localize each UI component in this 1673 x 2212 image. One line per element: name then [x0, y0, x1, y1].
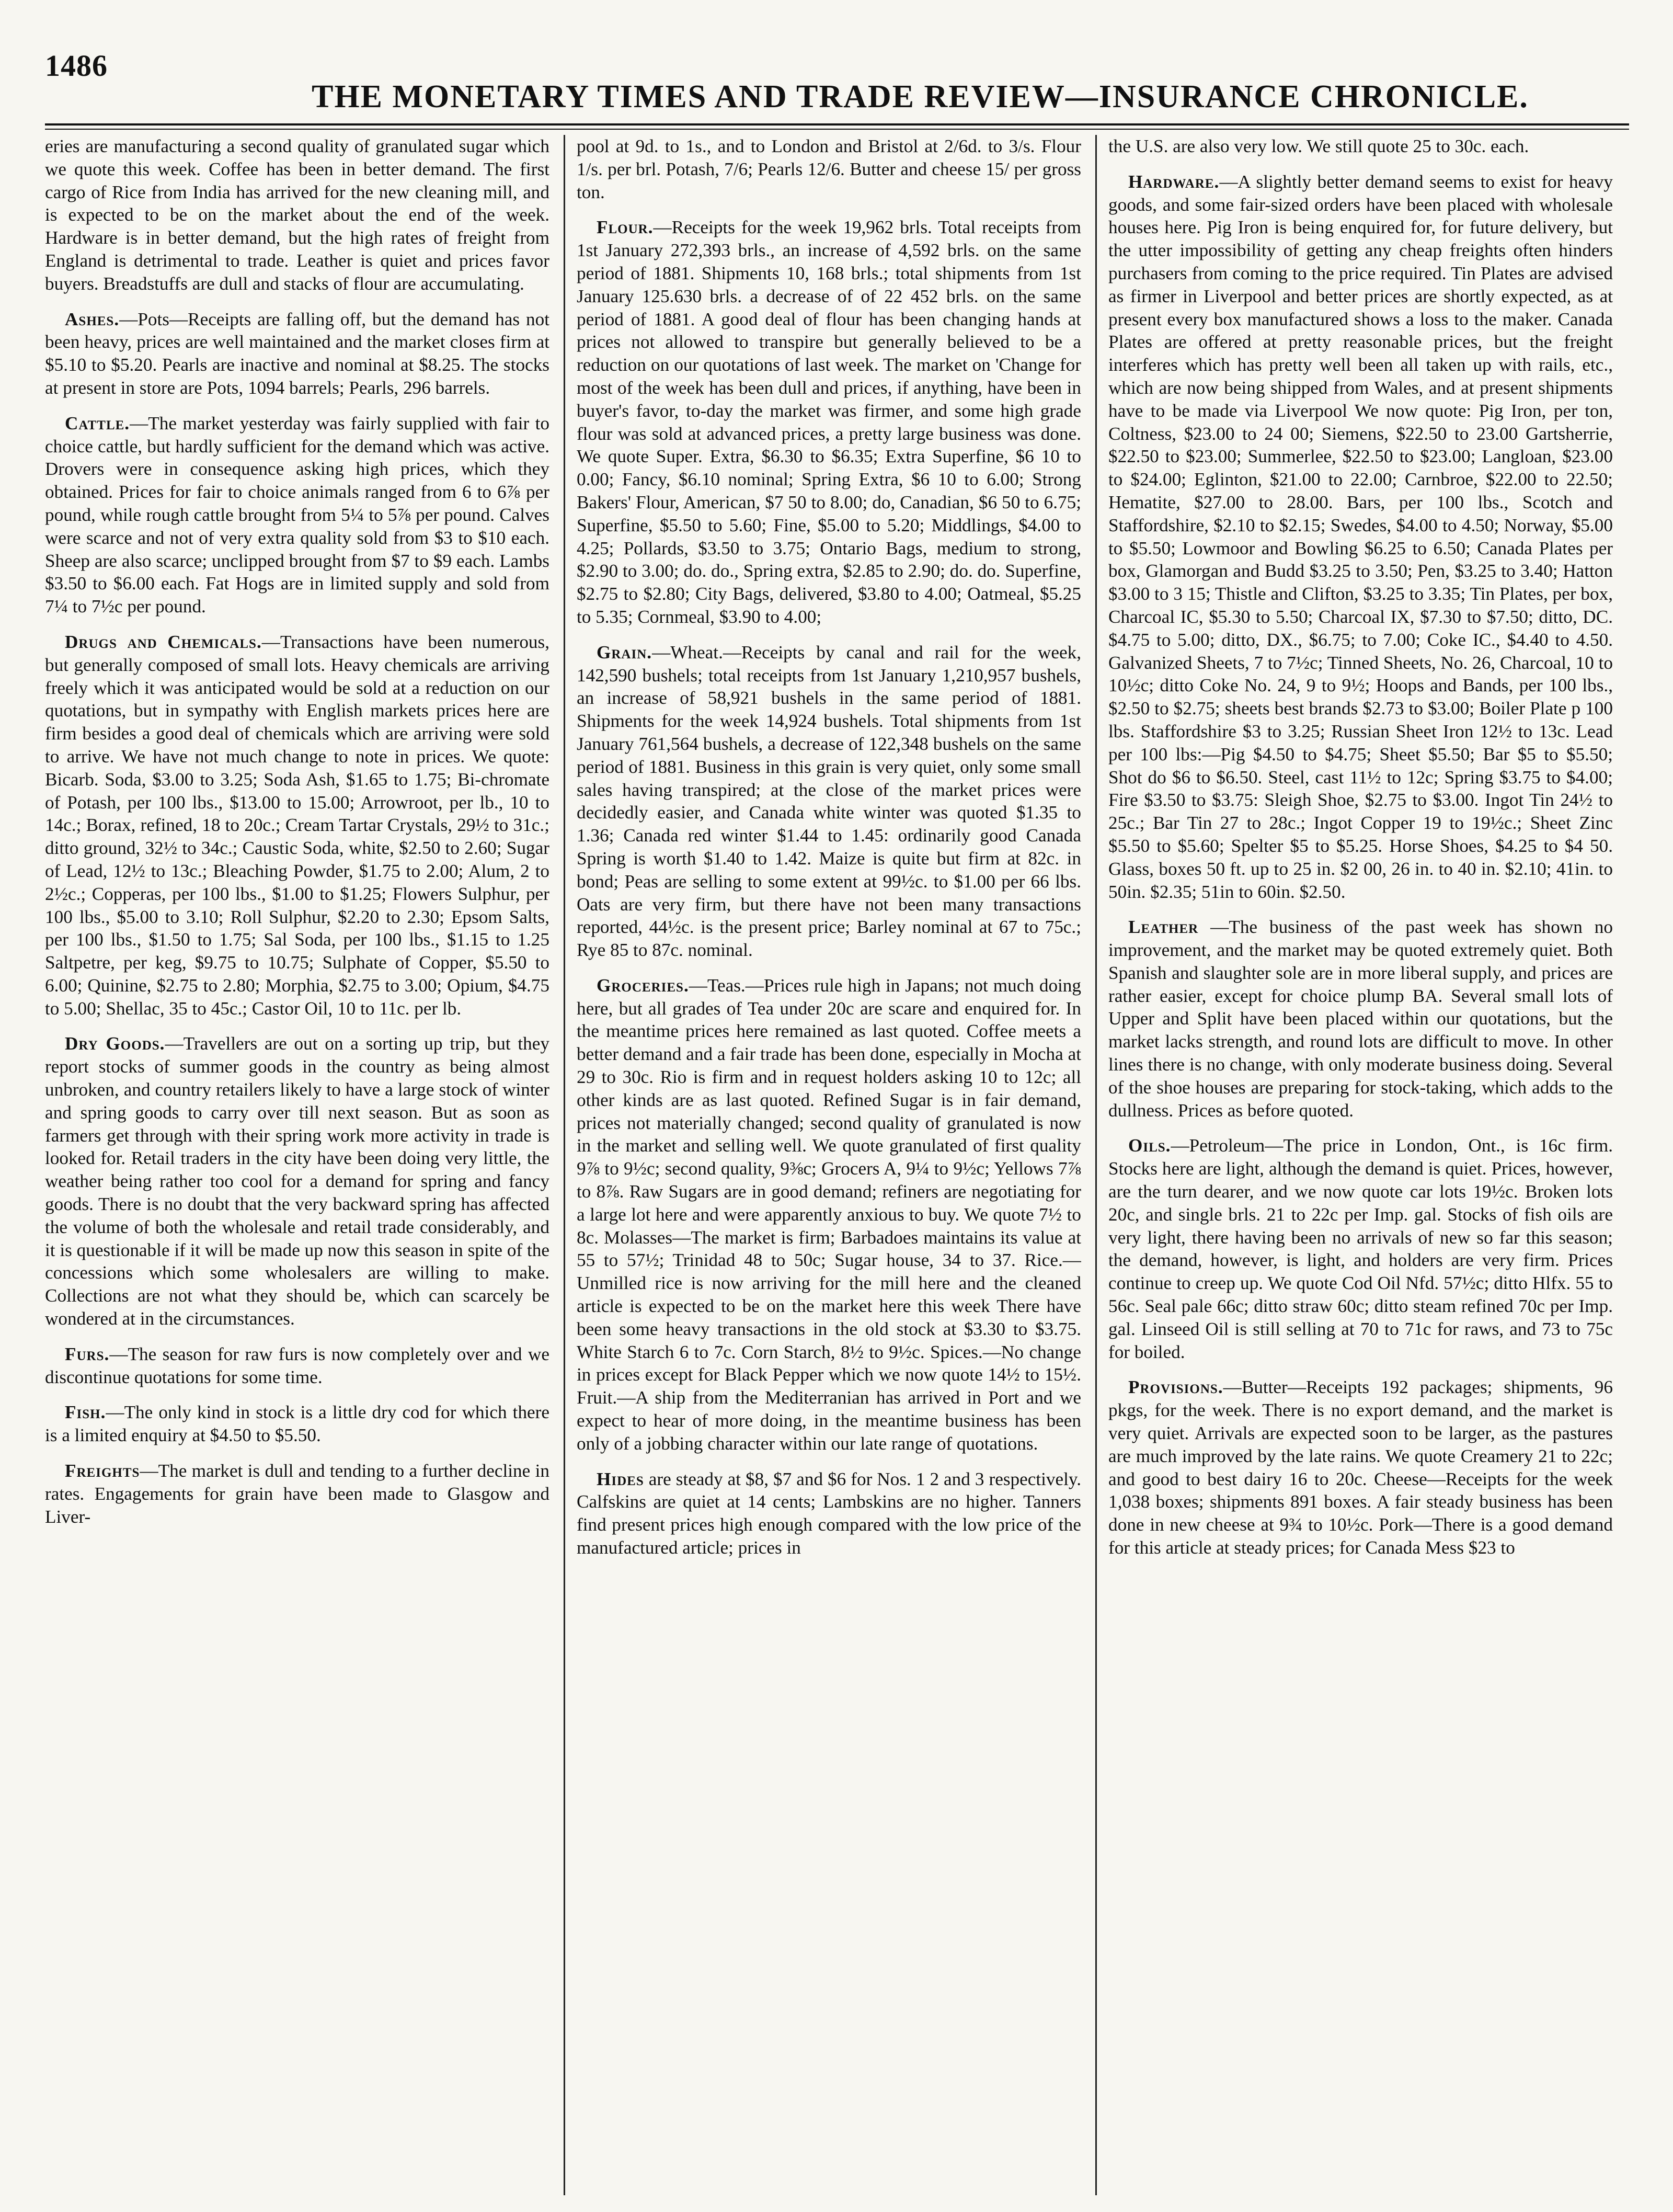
section-heading: Leather	[1128, 917, 1199, 938]
article-paragraph	[1108, 1376, 1613, 1559]
paragraph-text: —The market is dull and tending to a further decline in rates. Engagements for grain have been made to Glasgow and Liver-	[45, 1461, 549, 1527]
paragraph-text: —Transactions have been numerous, but generally composed of small lots. Heavy chemicals are arriving freely which it was anticipated would be sold at a reduction on our quotations, but in sympathy with English markets prices here are firm besides a good deal of chemicals which are arriving were sold to arrive. We have not much change to note in prices. We quote: Bicarb. Soda, $3.00 to 3.25; Soda Ash, $1.65 to 1.75; Bi-chromate of Potash, per 100 lbs., $13.00 to 15.00; Arrowroot, per lb., 10 to 14c.; Borax, refined, 18 to 20c.; Cream Tartar Crystals, 29½ to 31c.; ditto ground, 32½ to 34c.; Caustic Soda, white, $2.50 to 2.60; Sugar of Lead, 12½ to 13c.; Bleaching Powder, $1.75 to 2.00; Alum, 2 to 2½c.; Copperas, per 100 lbs., $1.00 to $1.25; Flowers Sulphur, per 100 lbs., $5.00 to 3.10; Roll Sulphur, $2.20 to 2.30; Epsom Salts, per 100 lbs., $1.50 to 1.75; Sal Soda, per 100 lbs., $1.15 to 1.25 Saltpetre, per keg, $9.75 to 10.75; Sulphate of Copper, $5.50 to 6.00; Quinine, $2.75 to 2.80; Morphia, $2.75 to 3.00; Opium, $4.75 to 5.00; Shellac, 35 to 45c.; Castor Oil, 10 to 11c. per lb.	[45, 631, 549, 1019]
section-heading: Flour.	[597, 217, 654, 238]
section-heading: Oils.	[1128, 1135, 1171, 1156]
column-1	[45, 135, 549, 2195]
article-paragraph	[1108, 1134, 1613, 1363]
section-heading: Groceries.	[597, 975, 689, 996]
paragraph-text: —The market yesterday was fairly supplied with fair to choice cattle, but hardly sufficient for the demand which was active. Drovers were in consequence asking high prices, which they obtained. Prices for fair to choice animals ranged from 6 to 6⅞ per pound, while rough cattle brought from 5¼ to 5⅞ per pound. Calves were scarce and not of very extra quality sold from $3 to $10 each. Sheep are also scarce; unclipped brought from $7 to $9 each. Lambs $3.50 to $6.00 each. Fat Hogs are in limited supply and sold from 7¼ to 7½c per pound.	[45, 413, 549, 617]
section-heading: Freights	[65, 1461, 140, 1481]
column-divider	[1095, 135, 1097, 2195]
article-paragraph	[45, 1343, 549, 1389]
paragraph-text: —Teas.—Prices rule high in Japans; not much doing here, but all grades of Tea under 20c are scare and enquired for. In the meantime prices here remained as last quoted. Coffee meets a better demand and a fair trade has been done, especially in Mocha at 29 to 30c. Rio is firm and in request holders asking 10 to 12c; all other kinds are as last quoted. Refined Sugar is in fair demand, prices not materially changed; second quality of granulated is now in the market and selling well. We quote granulated of first quality 9⅞ to 9½c; second quality, 9⅜c; Grocers A, 9¼ to 9½c; Yellows 7⅞ to 8⅞. Raw Sugars are in good demand; refiners are negotiating for a large lot here and were apparently anxious to buy. We quote 7½ to 8c. Molasses—The market is firm; Barbadoes maintains its value at 55 to 57½; Trinidad 48 to 50c; Sugar house, 34 to 37. Rice.—Unmilled rice is now arriving for the mill here and the cleaned article is expected to be on the market here this week There have been some heavy transactions in the old stock at $3.30 to $3.75. White Starch 6 to 7c. Corn Starch, 8½ to 9½c. Spices.—No change in prices except for Black Pepper which we now quote 14½ to 15½. Fruit.—A ship from the Mediterranian has arrived in Port and we expect to hear of more doing, in the meantime business has been only of a jobbing character within our late range of quotations.	[577, 975, 1081, 1454]
paragraph-text: —The season for raw furs is now completely over and we discontinue quotations for some time.	[45, 1343, 549, 1387]
paragraph-text: —Petroleum—The price in London, Ont., is 16c firm. Stocks here are light, although the demand is quiet. Prices, however, are the turn dearer, and we now quote car lots 19½c. Broken lots 20c, and single brls. 21 to 22c per Imp. gal. Stocks of fish oils are very light, there having been no arrivals of new so far this season; the demand, however, is light, and holders are very firm. Prices continue to creep up. We quote Cod Oil Nfd. 57½c; ditto Hlfx. 55 to 56c. Seal pale 66c; ditto straw 60c; ditto steam refined 70c per Imp. gal. Linseed Oil is still selling at 70 to 71c for raws, and 73 to 75c for boiled.	[1108, 1135, 1613, 1362]
article-paragraph	[45, 135, 549, 295]
paragraph-text: —The only kind in stock is a little dry cod for which there is a limited enquiry at $4.50 to $5.50.	[45, 1402, 549, 1446]
article-paragraph	[45, 1460, 549, 1528]
page-number: 1486	[45, 49, 108, 83]
article-paragraph	[1108, 170, 1613, 904]
paragraph-text: —Wheat.—Receipts by canal and rail for the week, 142,590 bushels; total receipts from 1st January 1,210,957 bushels, an increase of 58,921 bushels in the same period of 1881. Shipments for the week 14,924 bushels. Total shipments from 1st January 761,564 bushels, a decrease of 122,348 bushels on the same period of 1881. Business in this grain is very quiet, only some small sales having transpired; at the close of the market prices were decidedly easier, and Canada white winter was quoted $1.35 to 1.36; Canada red winter $1.44 to 1.45: ordinarily good Canada Spring is worth $1.40 to 1.42. Maize is quite but firm at 82c. in bond; Peas are selling to some extent at 99½c. to $1.00 per 66 lbs. Oats are very firm, but there have not been many transactions reported, 44½c. is the present price; Barley nominal at 67 to 75c.; Rye 85 to 87c. nominal.	[577, 642, 1081, 961]
section-heading: Dry Goods.	[65, 1033, 165, 1054]
section-heading: Furs.	[65, 1343, 110, 1364]
header-rule	[45, 123, 1629, 126]
section-heading: Drugs and Chemicals.	[65, 631, 262, 652]
article-paragraph	[45, 412, 549, 618]
column-divider	[564, 135, 565, 2195]
article-paragraph	[1108, 135, 1613, 158]
article-paragraph	[577, 135, 1081, 203]
article-paragraph	[1108, 916, 1613, 1122]
section-heading: Cattle.	[65, 413, 130, 434]
section-heading: Fish.	[65, 1402, 106, 1423]
section-heading: Hides	[597, 1468, 644, 1489]
article-paragraph	[577, 216, 1081, 628]
article-paragraph	[577, 974, 1081, 1455]
article-paragraph	[45, 1032, 549, 1330]
paragraph-text: —Pots—Receipts are falling off, but the demand has not been heavy, prices are well maintained and the market closes firm at $5.10 to $5.20. Pearls are inactive and nominal at $8.25. The stocks at present in store are Pots, 1094 barrels; Pearls, 296 barrels.	[45, 309, 549, 398]
paragraph-text: —Receipts for the week 19,962 brls. Total receipts from 1st January 272,393 brls., an increase of 4,592 brls. on the same period of 1881. Shipments 10, 168 brls.; total shipments from 1st January 125.630 brls. a decrease of of 22 452 brls. on the same period of 1881. A good deal of flour has been changing hands at prices not allowed to transpire but generally believed to be a reduction on our quotations of last week. The market on 'Change for most of the week has been dull and prices, if anything, have been in buyer's favor, to-day the market was firmer, and some high grade flour was sold at advanced prices, a pretty large business was done. We quote Super. Extra, $6.30 to $6.35; Extra Superfine, $6 10 to 0.00; Fancy, $6.10 nominal; Spring Extra, $6 10 to 6.00; Strong Bakers' Flour, American, $7 50 to 8.00; do, Canadian, $6 50 to 6.75; Superfine, $5.50 to 5.60; Fine, $5.00 to 5.20; Middlings, $4.00 to 4.25; Pollards, $3.50 to 3.75; Ontario Bags, medium to strong, $2.90 to 3.00; do. do., Spring extra, $2.85 to 2.90; do. do. Superfine, $2.75 to $2.80; City Bags, delivered, $3.80 to 4.00; Oatmeal, $5.25 to 5.35; Cornmeal, $3.90 to 4.00;	[577, 217, 1081, 627]
article-paragraph	[45, 308, 549, 400]
article-paragraph	[45, 1401, 549, 1447]
paragraph-text: pool at 9d. to 1s., and to London and Bristol at 2/6d. to 3/s. Flour 1/s. per brl. Potash, 7/6; Pearls 12/6. Butter and cheese 15/ per gross ton.	[577, 136, 1081, 202]
section-heading: Ashes.	[65, 309, 120, 329]
article-paragraph	[45, 631, 549, 1020]
section-heading: Provisions.	[1128, 1377, 1223, 1398]
paragraph-text: eries are manufacturing a second quality of granulated sugar which we quote this week. Coffee has been in better demand. The first cargo of Rice from India has arrived for the new cleaning mill, and is expected to be on the market about the end of the week. Hardware is in better demand, but the high rates of freight from England is detrimental to trade. Leather is quiet and prices favor buyers. Breadstuffs are dull and stacks of flour are accumulating.	[45, 136, 549, 294]
column-2	[577, 135, 1081, 2195]
article-paragraph	[577, 641, 1081, 962]
paragraph-text: the U.S. are also very low. We still quote 25 to 30c. each.	[1108, 136, 1529, 156]
paragraph-text: —The business of the past week has shown no improvement, and the market may be quoted extremely quiet. Both Spanish and slaughter sole are in more liberal supply, and prices are rather easier, except for choice plump BA. Several small lots of Upper and Split have been placed within our quotations, but the market lacks strength, and round lots are difficult to move. In other lines there is no change, with only moderate business doing. Several of the shoe houses are preparing for stock-taking, which adds to the dullness. Prices as before quoted.	[1108, 917, 1613, 1121]
paragraph-text: —Butter—Receipts 192 packages; shipments, 96 pkgs, for the week. There is no export demand, and the market is very quiet. Arrivals are expected soon to be larger, as the pastures are much improved by the late rains. We quote Creamery 21 to 22c; and good to best dairy 16 to 20c. Cheese—Receipts for the week 1,038 boxes; shipments 891 boxes. A fair steady business has been done in new cheese at 9¾ to 10½c. Pork—There is a good demand for this article at steady prices; for Canada Mess $23 to	[1108, 1377, 1613, 1558]
article-paragraph	[577, 1468, 1081, 1559]
section-heading: Hardware.	[1128, 171, 1220, 192]
masthead-title: THE MONETARY TIMES AND TRADE REVIEW—INSURANCE CHRONICLE.	[312, 79, 1529, 115]
paragraph-text: are steady at $8, $7 and $6 for Nos. 1 2 and 3 respectively. Calfskins are quiet at 14 cents; Lambskins are no higher. Tanners find present prices high enough compared with the low price of the manufactured article; prices in	[577, 1468, 1081, 1558]
header-rule-thin	[45, 129, 1629, 130]
paragraph-text: —A slightly better demand seems to exist for heavy goods, and some fair-sized orders have been placed with wholesale houses here. Pig Iron is being enquired for, for future delivery, but the utter impossibility of getting any cheap freights often hinders purchasers from coming to the price required. Tin Plates are advised as firmer in Liverpool and better prices are shortly expected, as at present every box manufactured shows a loss to the maker. Canada Plates are offered at pretty reasonable prices, but the freight interferes which has pretty well been all taken up with rails, etc., which are now being shipped from Wales, and at present shipments have to be made via Liverpool We now quote: Pig Iron, per ton, Coltness, $23.00 to 24 00; Siemens, $22.50 to 23.00 Gartsherrie, $22.50 to $23.00; Summerlee, $22.50 to $23.00; Langloan, $23.00 to $24.00; Eglinton, $21.00 to 22.00; Carnbroe, $22.00 to 22.50; Hematite, $27.00 to 28.00. Bars, per 100 lbs., Scotch and Staffordshire, $2.10 to $2.15; Swedes, $4.00 to 4.50; Norway, $5.00 to $5.50; Lowmoor and Bowling $6.25 to 6.50; Canada Plates per box, Glamorgan and Budd $3.25 to 3.50; Pen, $3.25 to 3.40; Hatton $3.00 to 3 15; Thistle and Clifton, $3.25 to 3.35; Tin Plates, per box, Charcoal IC, $5.30 to 5.50; Charcoal IX, $7.30 to $7.50; ditto, DC. $4.75 to 5.00; ditto, DX., $6.75; to 7.00; Coke IC., $4.40 to 4.50. Galvanized Sheets, 7 to 7½c; Tinned Sheets, No. 26, Charcoal, 10 to 10½c; ditto Coke No. 24, 9 to 9½; Hoops and Bands, per 100 lbs., $2.50 to $2.75; sheets best brands $2.73 to $3.00; Boiler Plate p 100 lbs. Staffordshire $3 to 3.25; Russian Sheet Iron 12½ to 13c. Lead per 100 lbs:—Pig $4.50 to $4.75; Sheet $5.50; Bar $5 to $5.50; Shot do $6 to $6.50. Steel, cast 11½ to 12c; Spring $3.75 to $4.00; Fire $3.50 to $3.75: Sleigh Shoe, $2.75 to $3.00. Ingot Tin 24½ to 25c.; Bar Tin 27 to 28c.; Ingot Copper 19 to 19½c.; Sheet Zinc $5.50 to $5.60; Spelter $5 to $5.25. Horse Shoes, $4.25 to $4 50. Glass, boxes 50 ft. up to 25 in. $2 00, 26 in. to 40 in. $2.10; 41in. to 50in. $2.35; 51in to 60in. $2.50.	[1108, 171, 1613, 902]
column-3	[1108, 135, 1613, 2195]
section-heading: Grain.	[597, 642, 652, 663]
paragraph-text: —Travellers are out on a sorting up trip, but they report stocks of summer goods in the country as being almost unbroken, and country retailers likely to have a large stock of winter and spring goods to carry over till next season. But as soon as farmers get through with their spring work more activity in trade is looked for. Retail traders in the city have been doing very little, the weather being rather too cool for a demand for spring and fancy goods. There is no doubt that the very backward spring has affected the volume of both the wholesale and retail trade considerably, and it is questionable if it will be made up now this season in spite of the concessions which some wholesalers are willing to make. Collections are not what they should be, which can scarcely be wondered at in the circumstances.	[45, 1033, 549, 1329]
